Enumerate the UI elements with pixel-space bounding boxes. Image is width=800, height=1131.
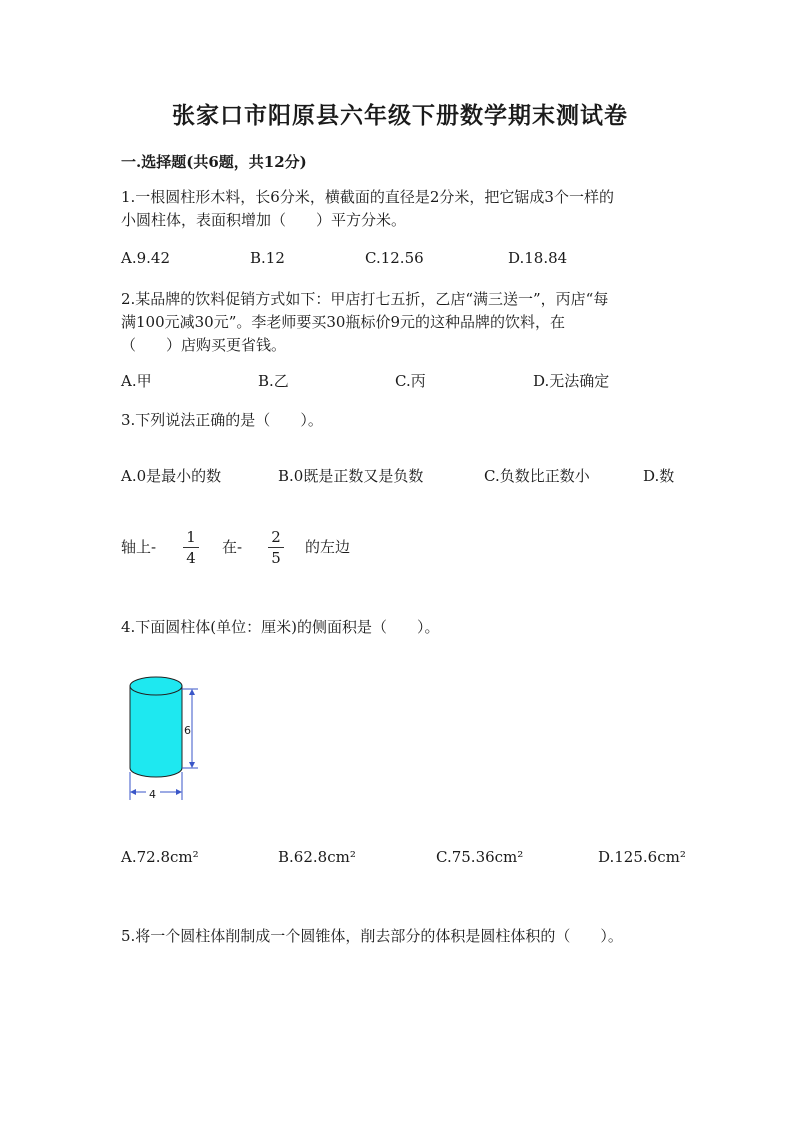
height-arrow-bottom — [189, 762, 195, 768]
q2-option-a: A.甲 — [121, 372, 152, 390]
q1-option-b: B.12 — [250, 249, 285, 267]
fraction-2-numerator: 2 — [271, 528, 281, 546]
height-label: 6 — [184, 724, 191, 737]
cylinder-top — [130, 677, 182, 695]
q3-option-a: A.0是最小的数 — [121, 467, 222, 485]
q3-option-d: D.数 — [643, 467, 675, 485]
q4-option-a: A.72.8cm² — [121, 848, 199, 866]
q1-option-d: D.18.84 — [508, 249, 568, 267]
fraction-two-fifths — [268, 528, 284, 567]
q1-option-c: C.12.56 — [365, 249, 424, 267]
cylinder-body — [130, 686, 182, 777]
question-3-line-1: 3.下列说法正确的是（ ）。 — [121, 411, 323, 429]
fraction-one-quarter — [183, 528, 199, 567]
cylinder-figure — [118, 664, 208, 806]
q2-option-d: D.无法确定 — [533, 372, 610, 390]
height-arrow-top — [189, 689, 195, 695]
fraction-1-denominator: 4 — [186, 549, 196, 567]
question-4-line-1: 4.下面圆柱体(单位：厘米)的侧面积是（ ）。 — [121, 618, 440, 636]
fraction-1-numerator: 1 — [186, 528, 196, 546]
q3-option-b: B.0既是正数又是负数 — [278, 467, 424, 485]
q4-option-c: C.75.36cm² — [436, 848, 524, 866]
question-2-line-1: 2.某品牌的饮料促销方式如下：甲店打七五折，乙店“满三送一”，丙店“每 — [121, 290, 609, 308]
width-label: 4 — [149, 788, 156, 801]
q3-option-c: C.负数比正数小 — [484, 467, 590, 485]
question-1-line-1: 1.一根圆柱形木料，长6分米，横截面的直径是2分米，把它锯成3个一样的 — [121, 188, 614, 206]
page-title: 张家口市阳原县六年级下册数学期末测试卷 — [172, 103, 628, 129]
q1-option-a: A.9.42 — [121, 249, 170, 267]
width-arrow-right — [176, 789, 182, 795]
q3-option-d-end: 的左边 — [305, 538, 351, 556]
question-2-line-3: （ ）店购买更省钱。 — [121, 336, 287, 354]
q3-option-d-in: 在- — [222, 538, 243, 556]
q4-option-d: D.125.6cm² — [598, 848, 686, 866]
question-5-line-1: 5.将一个圆柱体削制成一个圆锥体，削去部分的体积是圆柱体积的（ ）。 — [121, 927, 623, 945]
q2-option-c: C.丙 — [395, 372, 426, 390]
q2-option-b: B.乙 — [258, 372, 289, 390]
question-1-line-2: 小圆柱体，表面积增加（ ）平方分米。 — [121, 211, 407, 229]
q3-option-d-continued: 轴上- — [121, 538, 157, 556]
q4-option-b: B.62.8cm² — [278, 848, 356, 866]
width-arrow-left — [130, 789, 136, 795]
section-heading: 一.选择题(共6题，共12分) — [121, 153, 307, 171]
question-2-line-2: 满100元减30元”。李老师要买30瓶标价9元的这种品牌的饮料，在 — [121, 313, 566, 331]
fraction-2-denominator: 5 — [271, 549, 281, 567]
